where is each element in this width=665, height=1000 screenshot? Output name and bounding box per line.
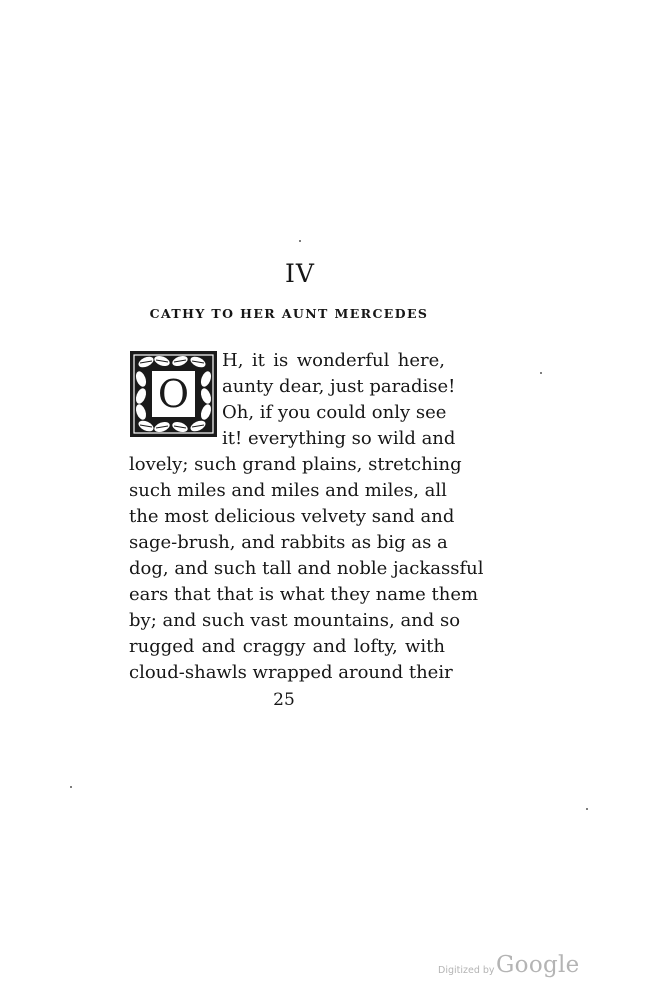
body-line: ears that that is what they name them bbox=[129, 584, 479, 605]
watermark-prefix: Digitized by bbox=[438, 965, 495, 976]
body-line: H, it is wonderful here, bbox=[222, 350, 445, 371]
body-line: dog, and such tall and noble jackassful bbox=[129, 558, 484, 579]
chapter-title: CATHY TO HER AUNT MERCEDES bbox=[149, 306, 429, 321]
google-logo: Google bbox=[496, 952, 580, 978]
ink-speck bbox=[299, 240, 301, 242]
chapter-number: IV bbox=[285, 259, 315, 288]
body-line: Oh, if you could only see bbox=[222, 402, 447, 423]
body-line: cloud-shawls wrapped around their bbox=[129, 662, 453, 683]
drop-cap bbox=[128, 349, 219, 439]
ink-speck bbox=[586, 808, 588, 810]
body-line: lovely; such grand plains, stretching bbox=[129, 454, 462, 475]
drop-cap-letter: O bbox=[157, 372, 190, 416]
body-line: it! everything so wild and bbox=[222, 428, 456, 449]
body-line: sage-brush, and rabbits as big as a bbox=[129, 532, 448, 553]
body-line: aunty dear, just paradise! bbox=[222, 376, 456, 397]
body-line: by; and such vast mountains, and so bbox=[129, 610, 461, 631]
ink-speck bbox=[70, 786, 72, 788]
ink-speck bbox=[540, 372, 542, 374]
leaf-ornament-frame-icon bbox=[128, 349, 219, 439]
body-line: such miles and miles and miles, all bbox=[129, 480, 447, 501]
page-number: 25 bbox=[273, 690, 295, 710]
body-line: rugged and craggy and lofty, with bbox=[129, 636, 445, 657]
digitized-watermark bbox=[438, 952, 578, 982]
body-line: the most delicious velvety sand and bbox=[129, 506, 455, 527]
